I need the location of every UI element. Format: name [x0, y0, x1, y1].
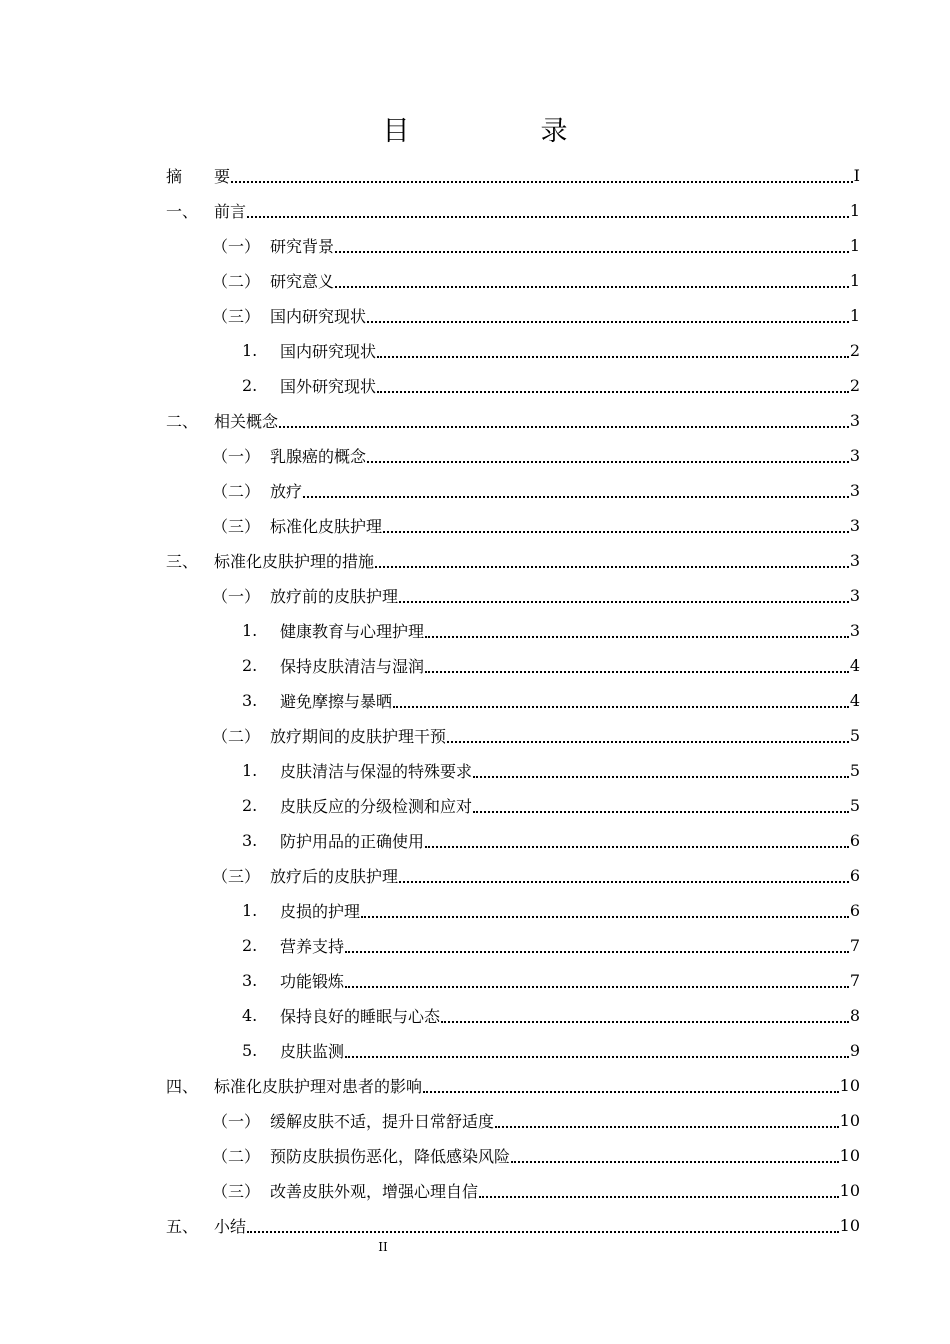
toc-entry-label: 保持皮肤清洁与湿润 [280, 657, 425, 676]
toc-entry-label: 国外研究现状 [280, 377, 377, 396]
toc-entry-page: 10 [839, 1181, 860, 1200]
toc-entry-page: 9 [849, 1041, 860, 1060]
toc-entry-label: 改善皮肤外观，增强心理自信 [270, 1182, 479, 1201]
toc-entry-number: （三） [212, 517, 261, 536]
dot-leader [495, 1125, 839, 1128]
toc-entry-page: 3 [849, 621, 860, 640]
toc-entry[interactable] [166, 893, 860, 928]
toc-entry-page: 10 [839, 1146, 860, 1165]
dot-leader [345, 1055, 849, 1058]
toc-entry-label: 乳腺癌的概念 [270, 447, 367, 466]
table-of-contents [166, 158, 860, 1243]
toc-entry[interactable] [166, 438, 860, 473]
toc-entry-page: 6 [849, 831, 860, 850]
toc-title: 目 录 [382, 116, 620, 147]
toc-entry-page: 1 [849, 271, 860, 290]
toc-entry-label: 放疗前的皮肤护理 [270, 587, 399, 606]
toc-entry-number: 3. [242, 691, 258, 710]
dot-leader [231, 180, 853, 183]
toc-entry-label: 皮肤清洁与保湿的特殊要求 [280, 762, 473, 781]
toc-entry[interactable] [166, 298, 860, 333]
toc-entry-label: 标准化皮肤护理 [270, 517, 383, 536]
toc-entry-label: 标准化皮肤护理的措施 [214, 552, 375, 571]
dot-leader [383, 530, 849, 533]
toc-entry[interactable] [166, 753, 860, 788]
toc-entry[interactable] [166, 998, 860, 1033]
toc-entry-number: （三） [212, 307, 261, 326]
toc-entry[interactable] [166, 823, 860, 858]
toc-entry-label: 功能锻炼 [280, 972, 345, 991]
toc-entry-number: 3. [242, 971, 258, 990]
toc-entry-label: 放疗后的皮肤护理 [270, 867, 399, 886]
toc-entry-number: （一） [212, 587, 261, 606]
dot-leader [335, 250, 849, 253]
toc-entry-label: 保持良好的睡眠与心态 [280, 1007, 441, 1026]
toc-entry-number: 2. [242, 796, 258, 815]
toc-entry[interactable] [166, 928, 860, 963]
toc-entry[interactable] [166, 578, 860, 613]
toc-entry[interactable] [166, 1138, 860, 1173]
toc-entry[interactable] [166, 228, 860, 263]
toc-entry[interactable] [166, 613, 860, 648]
toc-entry-page: 2 [849, 341, 860, 360]
toc-entry-number: 1. [242, 621, 258, 640]
toc-entry-label: 皮肤反应的分级检测和应对 [280, 797, 473, 816]
dot-leader [393, 705, 849, 708]
toc-entry-number: 4. [242, 1006, 258, 1025]
toc-entry-page: 6 [849, 901, 860, 920]
toc-entry-page: I [853, 166, 860, 185]
toc-entry-number: （二） [212, 1147, 261, 1166]
toc-entry-number: （一） [212, 447, 261, 466]
toc-entry-label: 皮肤监测 [280, 1042, 345, 1061]
toc-entry-number: （二） [212, 482, 261, 501]
toc-entry-page: 6 [849, 866, 860, 885]
toc-entry-number: （三） [212, 867, 261, 886]
toc-entry-label: 放疗 [270, 482, 303, 501]
toc-entry-page: 7 [849, 936, 860, 955]
toc-entry-number: 2. [242, 656, 258, 675]
toc-entry[interactable] [166, 543, 860, 578]
toc-entry-number: （三） [212, 1182, 261, 1201]
dot-leader [303, 495, 849, 498]
toc-entry-number: （二） [212, 727, 261, 746]
toc-entry-page: 5 [849, 761, 860, 780]
dot-leader [377, 355, 849, 358]
dot-leader [399, 600, 849, 603]
toc-entry[interactable] [166, 473, 860, 508]
dot-leader [479, 1195, 839, 1198]
toc-entry-page: 3 [849, 446, 860, 465]
toc-entry-page: 4 [849, 691, 860, 710]
toc-entry-number: 三、 [166, 552, 199, 571]
dot-leader [361, 915, 849, 918]
toc-entry-label: 小结 [214, 1217, 247, 1236]
dot-leader [425, 635, 849, 638]
toc-entry[interactable] [166, 1033, 860, 1068]
toc-entry-number: 2. [242, 376, 258, 395]
toc-entry[interactable] [166, 648, 860, 683]
toc-entry-number: （一） [212, 237, 261, 256]
toc-entry-label: 国内研究现状 [280, 342, 377, 361]
toc-entry-number: 四、 [166, 1077, 199, 1096]
toc-entry-page: 8 [849, 1006, 860, 1025]
dot-leader [247, 1230, 839, 1233]
dot-leader [367, 460, 849, 463]
toc-entry[interactable] [166, 788, 860, 823]
toc-entry-number: 5. [242, 1041, 258, 1060]
toc-entry-page: 3 [849, 586, 860, 605]
toc-entry-page: 7 [849, 971, 860, 990]
toc-entry-label: 国内研究现状 [270, 307, 367, 326]
page-number-footer: II [378, 1240, 388, 1254]
dot-leader [247, 215, 849, 218]
toc-entry-label: 健康教育与心理护理 [280, 622, 425, 641]
dot-leader [345, 950, 849, 953]
dot-leader [473, 810, 849, 813]
toc-entry-number: （一） [212, 1112, 261, 1131]
toc-entry-label: 营养支持 [280, 937, 345, 956]
dot-leader [447, 740, 849, 743]
toc-entry-number: 1. [242, 761, 258, 780]
toc-entry-page: 1 [849, 236, 860, 255]
toc-entry[interactable] [166, 368, 860, 403]
toc-entry-label: 要 [214, 167, 231, 186]
dot-leader [473, 775, 849, 778]
toc-entry[interactable] [166, 1173, 860, 1208]
toc-entry[interactable] [166, 1103, 860, 1138]
toc-entry-page: 3 [849, 551, 860, 570]
toc-entry[interactable] [166, 858, 860, 893]
toc-entry-number: 一、 [166, 202, 199, 221]
dot-leader [335, 285, 849, 288]
dot-leader [377, 390, 849, 393]
toc-entry[interactable] [166, 508, 860, 543]
toc-entry-page: 10 [839, 1111, 860, 1130]
toc-entry-label: 研究背景 [270, 237, 335, 256]
toc-entry-page: 1 [849, 201, 860, 220]
toc-entry-page: 3 [849, 411, 860, 430]
toc-entry-page: 2 [849, 376, 860, 395]
dot-leader [367, 320, 849, 323]
toc-entry[interactable] [166, 963, 860, 998]
toc-entry-label: 研究意义 [270, 272, 335, 291]
dot-leader [345, 985, 849, 988]
toc-entry-label: 避免摩擦与暴晒 [280, 692, 393, 711]
toc-entry-label: 标准化皮肤护理对患者的影响 [214, 1077, 423, 1096]
toc-entry-page: 4 [849, 656, 860, 675]
toc-entry-page: 3 [849, 481, 860, 500]
toc-entry-label: 防护用品的正确使用 [280, 832, 425, 851]
dot-leader [279, 425, 849, 428]
toc-entry[interactable] [166, 718, 860, 753]
toc-entry-page: 10 [839, 1216, 860, 1235]
toc-entry[interactable] [166, 333, 860, 368]
toc-entry-label: 相关概念 [214, 412, 279, 431]
toc-entry-page: 5 [849, 726, 860, 745]
toc-entry[interactable] [166, 193, 860, 228]
dot-leader [511, 1160, 839, 1163]
toc-entry-label: 放疗期间的皮肤护理干预 [270, 727, 447, 746]
toc-entry-number: （二） [212, 272, 261, 291]
toc-entry-label: 缓解皮肤不适，提升日常舒适度 [270, 1112, 495, 1131]
toc-entry-page: 5 [849, 796, 860, 815]
dot-leader [425, 670, 849, 673]
toc-entry-label: 前言 [214, 202, 247, 221]
toc-entry-number: 二、 [166, 412, 199, 431]
dot-leader [399, 880, 849, 883]
toc-entry-number: 1. [242, 341, 258, 360]
toc-entry-page: 10 [839, 1076, 860, 1095]
toc-entry[interactable] [166, 403, 860, 438]
dot-leader [441, 1020, 849, 1023]
toc-entry-number: 3. [242, 831, 258, 850]
toc-entry-number: 五、 [166, 1217, 199, 1236]
dot-leader [375, 565, 849, 568]
toc-entry-label: 皮损的护理 [280, 902, 361, 921]
toc-entry-page: 3 [849, 516, 860, 535]
toc-entry-number: 摘 [166, 167, 199, 186]
toc-entry[interactable] [166, 1068, 860, 1103]
toc-entry[interactable] [166, 1208, 860, 1243]
toc-entry-label: 预防皮肤损伤恶化，降低感染风险 [270, 1147, 511, 1166]
dot-leader [423, 1090, 839, 1093]
toc-entry-page: 1 [849, 306, 860, 325]
dot-leader [425, 845, 849, 848]
toc-entry[interactable] [166, 683, 860, 718]
toc-entry[interactable] [166, 263, 860, 298]
toc-entry-number: 2. [242, 936, 258, 955]
toc-entry[interactable] [166, 158, 860, 193]
toc-entry-number: 1. [242, 901, 258, 920]
